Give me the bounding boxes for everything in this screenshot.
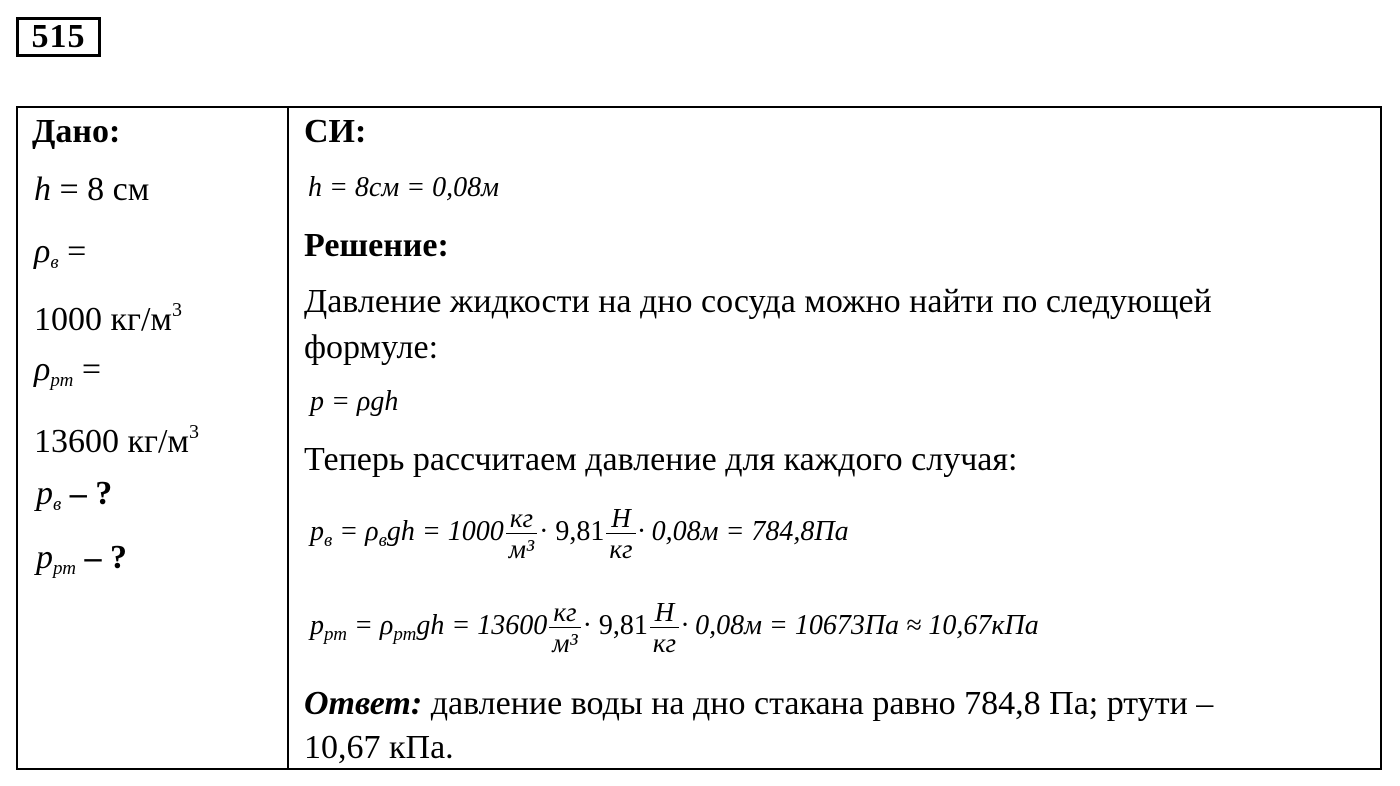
calc-intro: Теперь рассчитаем давление для каждого случая: [304,441,1018,478]
water-pressure-calc: $p_в = \rho_вgh = 1000$ $\frac{кг}{\text{м³}}$ · 9,81 $\frac{Н}{кг}$ · 0,08м = 784,8Па [310,503,849,565]
unit-fraction-n-kg: $\frac{Н}{кг}$ [606,503,635,564]
find-p-water: $p_в$ – ? [36,475,113,515]
si-conversion: h = 8см = 0,08м [308,172,499,203]
given-rho-mercury: $\rho_{рт}$ = [34,351,101,391]
answer-label: Ответ: [304,685,423,722]
si-heading: СИ: [304,113,367,150]
solution-intro-line2: формуле: [304,329,439,366]
answer-line1: Ответ: давление воды на дно стакана равно 784,8 Па; ртути – [304,685,1214,722]
find-p-mercury: $p_{рт}$ – ? [36,539,127,579]
given-rho-water: $\rho_в$ = [34,233,87,273]
problem-number: 515 [16,17,101,57]
unit-fraction-kg-m3: $\frac{кг}{\text{м³}}$ [506,503,537,564]
given-rho-mercury-value: 13600 $кг/м^3$ [34,421,199,460]
given-rho-water-value: 1000 $кг/м^3$ [34,299,182,338]
mercury-pressure-calc: $p_{рт} = \rho_{рт}gh = 13600$ $\frac{кг}{\text{м³}}$ · 9,81 $\frac{Н}{кг}$ · 0,08м = 10673Па ≈ 10,67кПа [310,597,1039,659]
unit-fraction-n-kg: $\frac{Н}{кг}$ [650,597,679,658]
solution-table [16,106,1382,770]
solution-intro-line1: Давление жидкости на дно сосуда можно найти по следующей [304,283,1212,320]
unit-fraction-kg-m3: $\frac{кг}{\text{м³}}$ [549,597,580,658]
column-divider [287,106,289,770]
pressure-formula: p = ρgh [310,386,399,417]
given-heading: Дано: [32,113,121,150]
answer-line2: 10,67 кПа. [304,729,454,766]
given-h: h = 8 см [34,171,150,208]
solution-heading: Решение: [304,227,449,264]
